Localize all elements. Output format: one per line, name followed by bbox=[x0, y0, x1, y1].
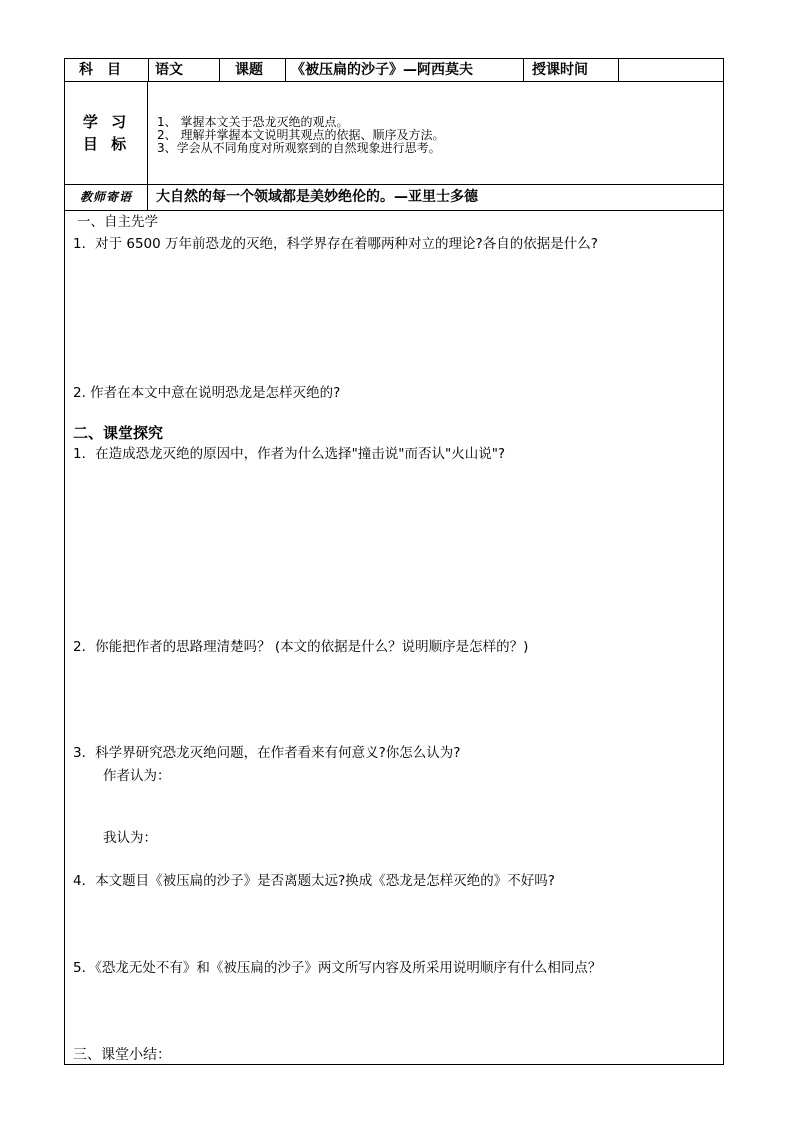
motto-label: 教师寄语 bbox=[65, 185, 148, 210]
goals-list bbox=[157, 116, 444, 155]
section1-question-2: 2. 作者在本文中意在说明恐龙是怎样灭绝的? bbox=[73, 385, 341, 401]
divider bbox=[285, 59, 286, 81]
goal-item: 3、学会从不同角度对所观察到的自然现象进行思考。 bbox=[157, 141, 441, 155]
section3-heading: 三、课堂小结： bbox=[73, 1047, 171, 1063]
author-view-label: 作者认为： bbox=[103, 768, 171, 784]
topic-value: 《被压扁的沙子》—阿西莫夫 bbox=[291, 62, 473, 78]
divider bbox=[618, 59, 619, 81]
goals-label bbox=[65, 82, 148, 184]
time-label: 授课时间 bbox=[532, 62, 588, 78]
goals-label-line1: 学 习 bbox=[82, 113, 131, 131]
subject-label: 科 目 bbox=[79, 62, 121, 78]
section2-question-2: 2．你能把作者的思路理清楚吗？ (本文的依据是什么？说明顺序是怎样的？) bbox=[73, 639, 529, 655]
learning-goals-row bbox=[65, 82, 723, 185]
divider bbox=[148, 59, 149, 81]
section1-question-1: 1．对于 6500 万年前恐龙的灭绝，科学界存在着哪两种对立的理论?各自的依据是什么? bbox=[73, 236, 598, 252]
worksheet bbox=[64, 58, 724, 1065]
goal-item: 2、 理解并掌握本文说明其观点的依据、顺序及方法。 bbox=[157, 128, 445, 142]
header-row bbox=[65, 59, 723, 82]
divider bbox=[219, 59, 220, 81]
section2-question-4: 4．本文题目《被压扁的沙子》是否离题太远?换成《恐龙是怎样灭绝的》不好吗? bbox=[73, 873, 555, 889]
section2-question-1: 1．在造成恐龙灭绝的原因中，作者为什么选择"撞击说"而否认"火山说"? bbox=[73, 446, 506, 462]
section1-heading: 一、自主先学 bbox=[77, 214, 158, 230]
section2-heading: 二、课堂探究 bbox=[73, 424, 164, 442]
motto-text: 大自然的每一个领域都是美妙绝伦的。—亚里士多德 bbox=[156, 189, 478, 205]
teacher-motto-row bbox=[65, 185, 723, 211]
section2-question-5: 5．《恐龙无处不有》和《被压扁的沙子》两文所写内容及所采用说明顺序有什么相同点？ bbox=[73, 960, 602, 976]
subject-value: 语文 bbox=[155, 62, 183, 78]
my-view-label: 我认为： bbox=[103, 830, 157, 846]
section2-question-3: 3．科学界研究恐龙灭绝问题，在作者看来有何意义?你怎么认为? bbox=[73, 745, 461, 761]
divider bbox=[523, 59, 524, 81]
goal-item: 1、 掌握本文关于恐龙灭绝的观点。 bbox=[157, 115, 349, 129]
topic-label: 课题 bbox=[235, 62, 263, 78]
goals-label-line2: 目 标 bbox=[82, 135, 131, 153]
